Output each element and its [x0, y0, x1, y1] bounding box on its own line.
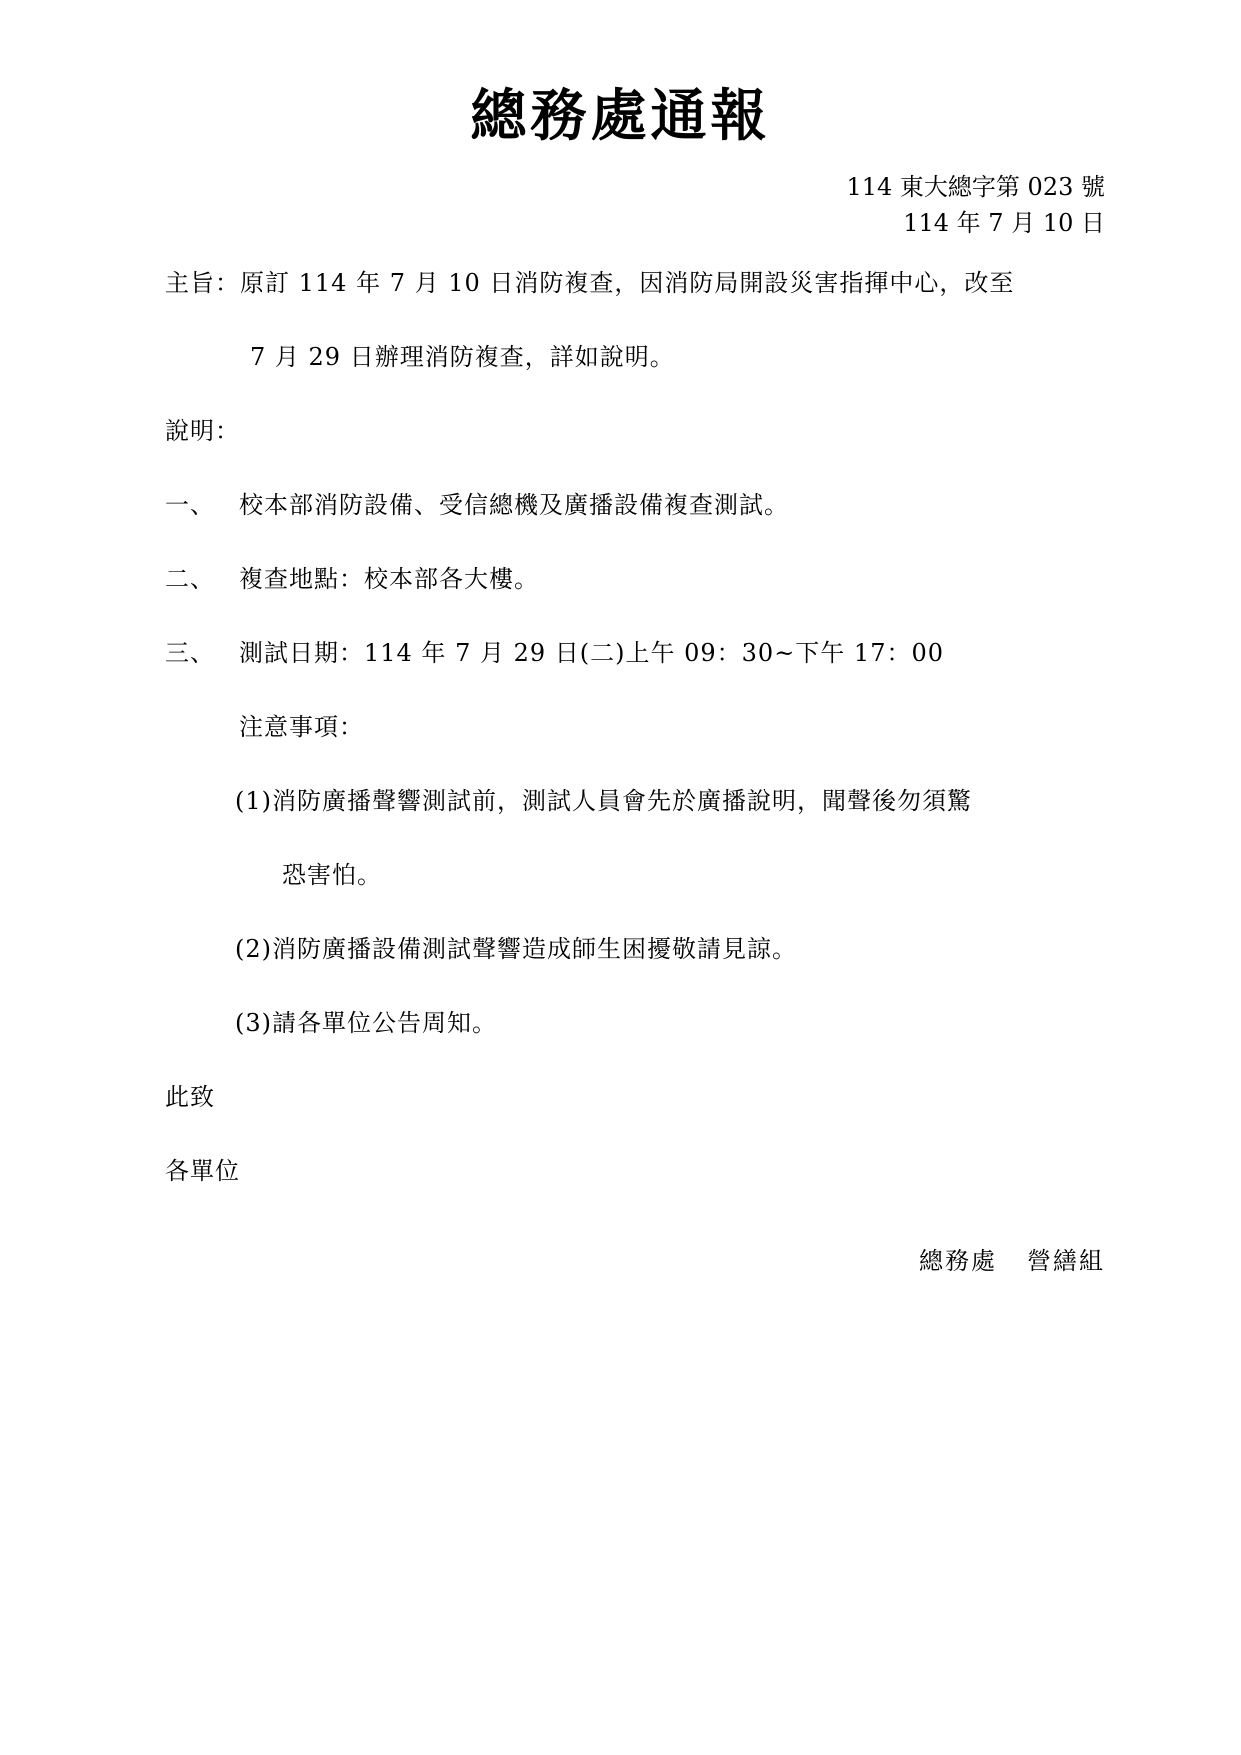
subject-line-2: 7 月 29 日辦理消防複查，詳如說明。 [250, 343, 675, 371]
item-text: 校本部消防設備、受信總機及廣播設備複查測試。 [239, 491, 789, 519]
document-title: 總務處通報 [470, 83, 771, 149]
document-number: 114 東大總字第 023 號 [846, 173, 1105, 201]
signature-unit: 營繕組 [1027, 1247, 1105, 1275]
note-3: (3)請各單位公告周知。 [235, 1009, 497, 1037]
item-number: 二、 [165, 565, 215, 593]
subject-line-1: 主旨：原訂 114 年 7 月 10 日消防複查，因消防局開設災害指揮中心，改至 [165, 269, 1015, 297]
note-2: (2)消防廣播設備測試聲響造成師生困擾敬請見諒。 [235, 935, 797, 963]
item-text: 測試日期：114 年 7 月 29 日(二)上午 09：30~下午 17：00 [239, 639, 945, 667]
explanation-item-3 [165, 636, 944, 670]
notes-heading: 注意事項： [239, 713, 364, 741]
item-text: 複查地點：校本部各大樓。 [239, 565, 539, 593]
signature [919, 1244, 1105, 1278]
note-1-line-2: 恐害怕。 [282, 861, 382, 889]
item-number: 一、 [165, 491, 215, 519]
signature-office: 總務處 [919, 1247, 997, 1275]
closing-salutation: 此致 [165, 1083, 215, 1111]
note-1-line-1: (1)消防廣播聲響測試前，測試人員會先於廣播說明，聞聲後勿須驚 [235, 787, 972, 815]
closing-recipient: 各單位 [165, 1157, 240, 1185]
explanation-item-1 [165, 488, 789, 522]
explanation-item-2 [165, 562, 539, 596]
document-date: 114 年 7 月 10 日 [903, 209, 1105, 237]
explanation-heading: 說明： [165, 417, 240, 445]
item-number: 三、 [165, 639, 215, 667]
